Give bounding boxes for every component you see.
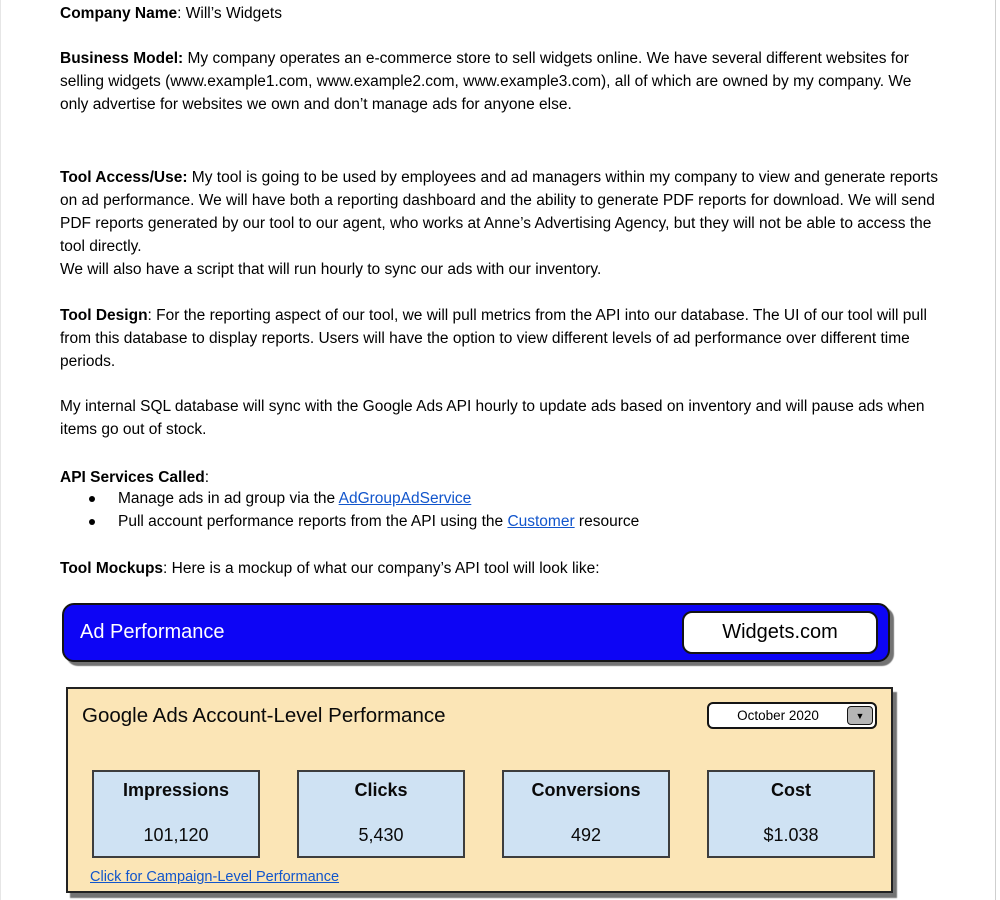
banner-title: Ad Performance: [80, 621, 225, 643]
adgroupadservice-link[interactable]: AdGroupAdService: [338, 490, 472, 507]
tool-mockups-line: Tool Mockups: Here is a mockup of what our company’s API tool will look like:: [60, 560, 600, 577]
metric-card-clicks: [297, 770, 465, 858]
metric-label: Conversions: [531, 780, 641, 800]
business-model-text: My company operates an e-commerce store to sell widgets online. We have several different websites for selling widgets (www.example1.com, www.example2.com, www.example3.com), all of which are owned by my company. We only advertise for websites we own and don’t manage ads for anyone else.: [60, 50, 912, 113]
page-right-edge: [995, 0, 996, 900]
api-service-bullet-customer: Pull account performance reports from the API using the Customer resource: [84, 510, 944, 533]
tool-access-paragraph: [60, 166, 944, 281]
metric-value: $1.038: [763, 825, 819, 845]
api-services-heading: API Services Called:: [60, 469, 210, 486]
metric-value: 5,430: [358, 825, 404, 845]
company-name-line: [60, 2, 944, 25]
mockup-banner: [62, 603, 890, 662]
month-dropdown-value: October 2020: [737, 708, 819, 723]
tool-mockups-label: Tool Mockups: [60, 560, 164, 577]
metric-card-impressions: [92, 770, 260, 858]
tool-design-label: Tool Design: [60, 307, 148, 324]
tool-access-text: My tool is going to be used by employees and ad managers within my company to view and generate reports on ad performance. We will have both a reporting dashboard and the ability to generate PDF reports for download. We will send PDF reports generated by our tool to our agent, who works at Anne’s Advertising Agency, but they will not be able to access the tool directly.: [60, 169, 938, 255]
company-name-value: : Will’s Widgets: [177, 5, 282, 22]
account-performance-panel: [66, 687, 893, 893]
metric-label: Clicks: [354, 780, 408, 800]
customer-link[interactable]: Customer: [507, 513, 575, 530]
campaign-level-link[interactable]: Click for Campaign-Level Performance: [90, 869, 340, 885]
metric-cards-row: [68, 770, 891, 858]
metric-value: 101,120: [143, 825, 209, 845]
tool-access-label: Tool Access/Use:: [60, 169, 188, 186]
database-sync-paragraph: My internal SQL database will sync with the Google Ads API hourly to update ads based on inventory and will pause ads when items go out of stock.: [60, 398, 925, 438]
business-model-paragraph: [60, 47, 944, 116]
metric-card-cost: [707, 770, 875, 858]
page-left-edge: [0, 0, 1, 900]
tool-design-paragraph: [60, 304, 944, 373]
company-name-label: Company Name: [60, 5, 178, 22]
metric-label: Impressions: [122, 780, 230, 800]
site-button[interactable]: Widgets.com: [682, 611, 878, 654]
panel-title: Google Ads Account-Level Performance: [82, 704, 446, 727]
api-service-bullet-adgroupad: Manage ads in ad group via the AdGroupAdService: [84, 487, 944, 510]
metric-card-conversions: [502, 770, 670, 858]
tool-access-text2: We will also have a script that will run hourly to sync our ads with our inventory.: [60, 261, 602, 278]
business-model-label: Business Model:: [60, 50, 184, 67]
tool-design-text: : For the reporting aspect of our tool, we will pull metrics from the API into our database. The UI of our tool will pull from this database to display reports. Users will have the option to view different levels of ad performance over different time periods.: [60, 307, 927, 370]
month-dropdown[interactable]: [707, 702, 877, 729]
metric-value: 492: [570, 825, 602, 845]
api-services-label: API Services Called: [60, 469, 205, 486]
dropdown-arrow-icon[interactable]: ▼: [847, 706, 873, 725]
metric-label: Cost: [771, 780, 811, 800]
panel-header: [68, 689, 891, 729]
